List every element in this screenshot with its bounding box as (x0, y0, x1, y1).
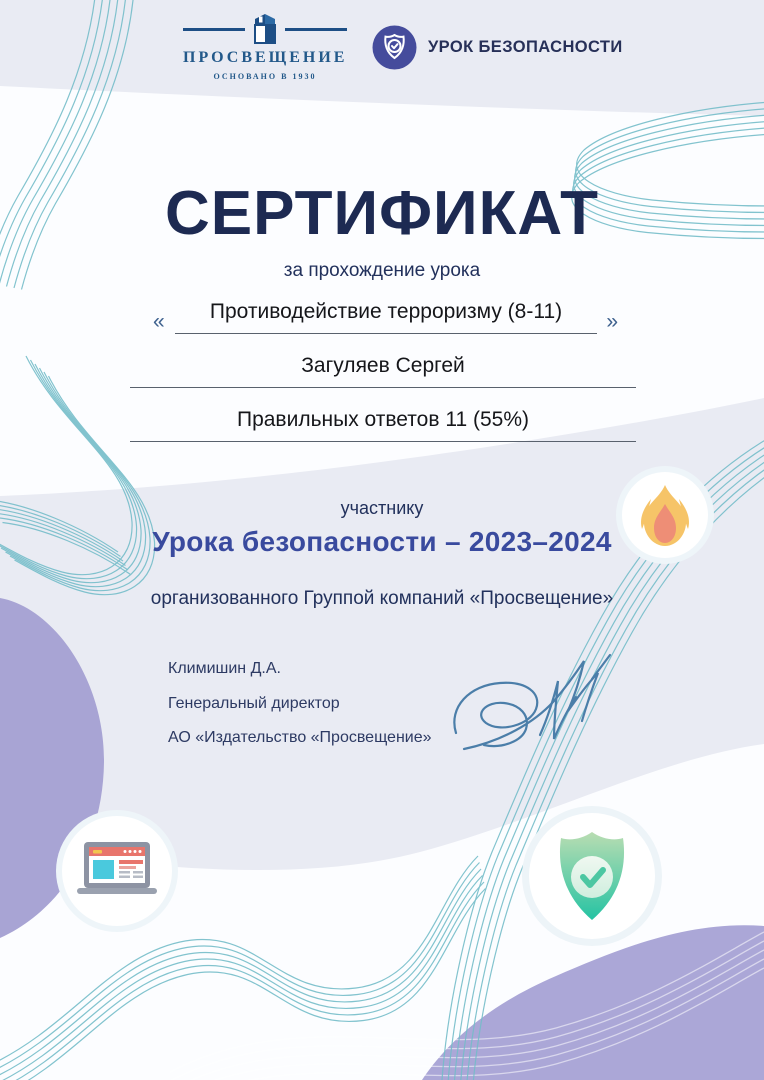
lesson-open-quote: « (153, 310, 165, 333)
publisher-name: ПРОСВЕЩЕНИЕ (183, 49, 348, 66)
signatory-company: АО «Издательство «Просвещение» (168, 729, 432, 746)
signature-scribble (442, 645, 622, 775)
program-title: Урока безопасности – 2023–2024 (152, 526, 612, 557)
awarded-to-label: участнику (340, 498, 424, 518)
logo-rule-right (285, 28, 347, 31)
participant-name-field: Загуляев Сергей (130, 354, 636, 388)
certificate-subtitle: за прохождение урока (283, 260, 481, 281)
organizer-line: организованного Группой компаний «Просвещение» (150, 588, 614, 609)
score-field: Правильных ответов 11 (55%) (130, 408, 636, 442)
program-label: УРОК БЕЗОПАСНОСТИ (428, 38, 623, 56)
publisher-logo (183, 12, 347, 81)
signatory-block (168, 660, 432, 764)
logo-rule-left (183, 28, 245, 31)
shield-check-badge-icon (372, 25, 417, 70)
book-building-icon (252, 13, 278, 45)
certificate-title: СЕРТИФИКАТ (165, 179, 599, 248)
publisher-founded: ОСНОВАНО В 1930 (213, 72, 317, 81)
lesson-close-quote: » (606, 310, 618, 333)
lesson-name-field: Противодействие терроризму (8-11) (175, 300, 597, 334)
program-logo (372, 25, 623, 70)
signatory-name: Климишин Д.А. (168, 660, 281, 677)
signatory-position: Генеральный директор (168, 694, 340, 712)
